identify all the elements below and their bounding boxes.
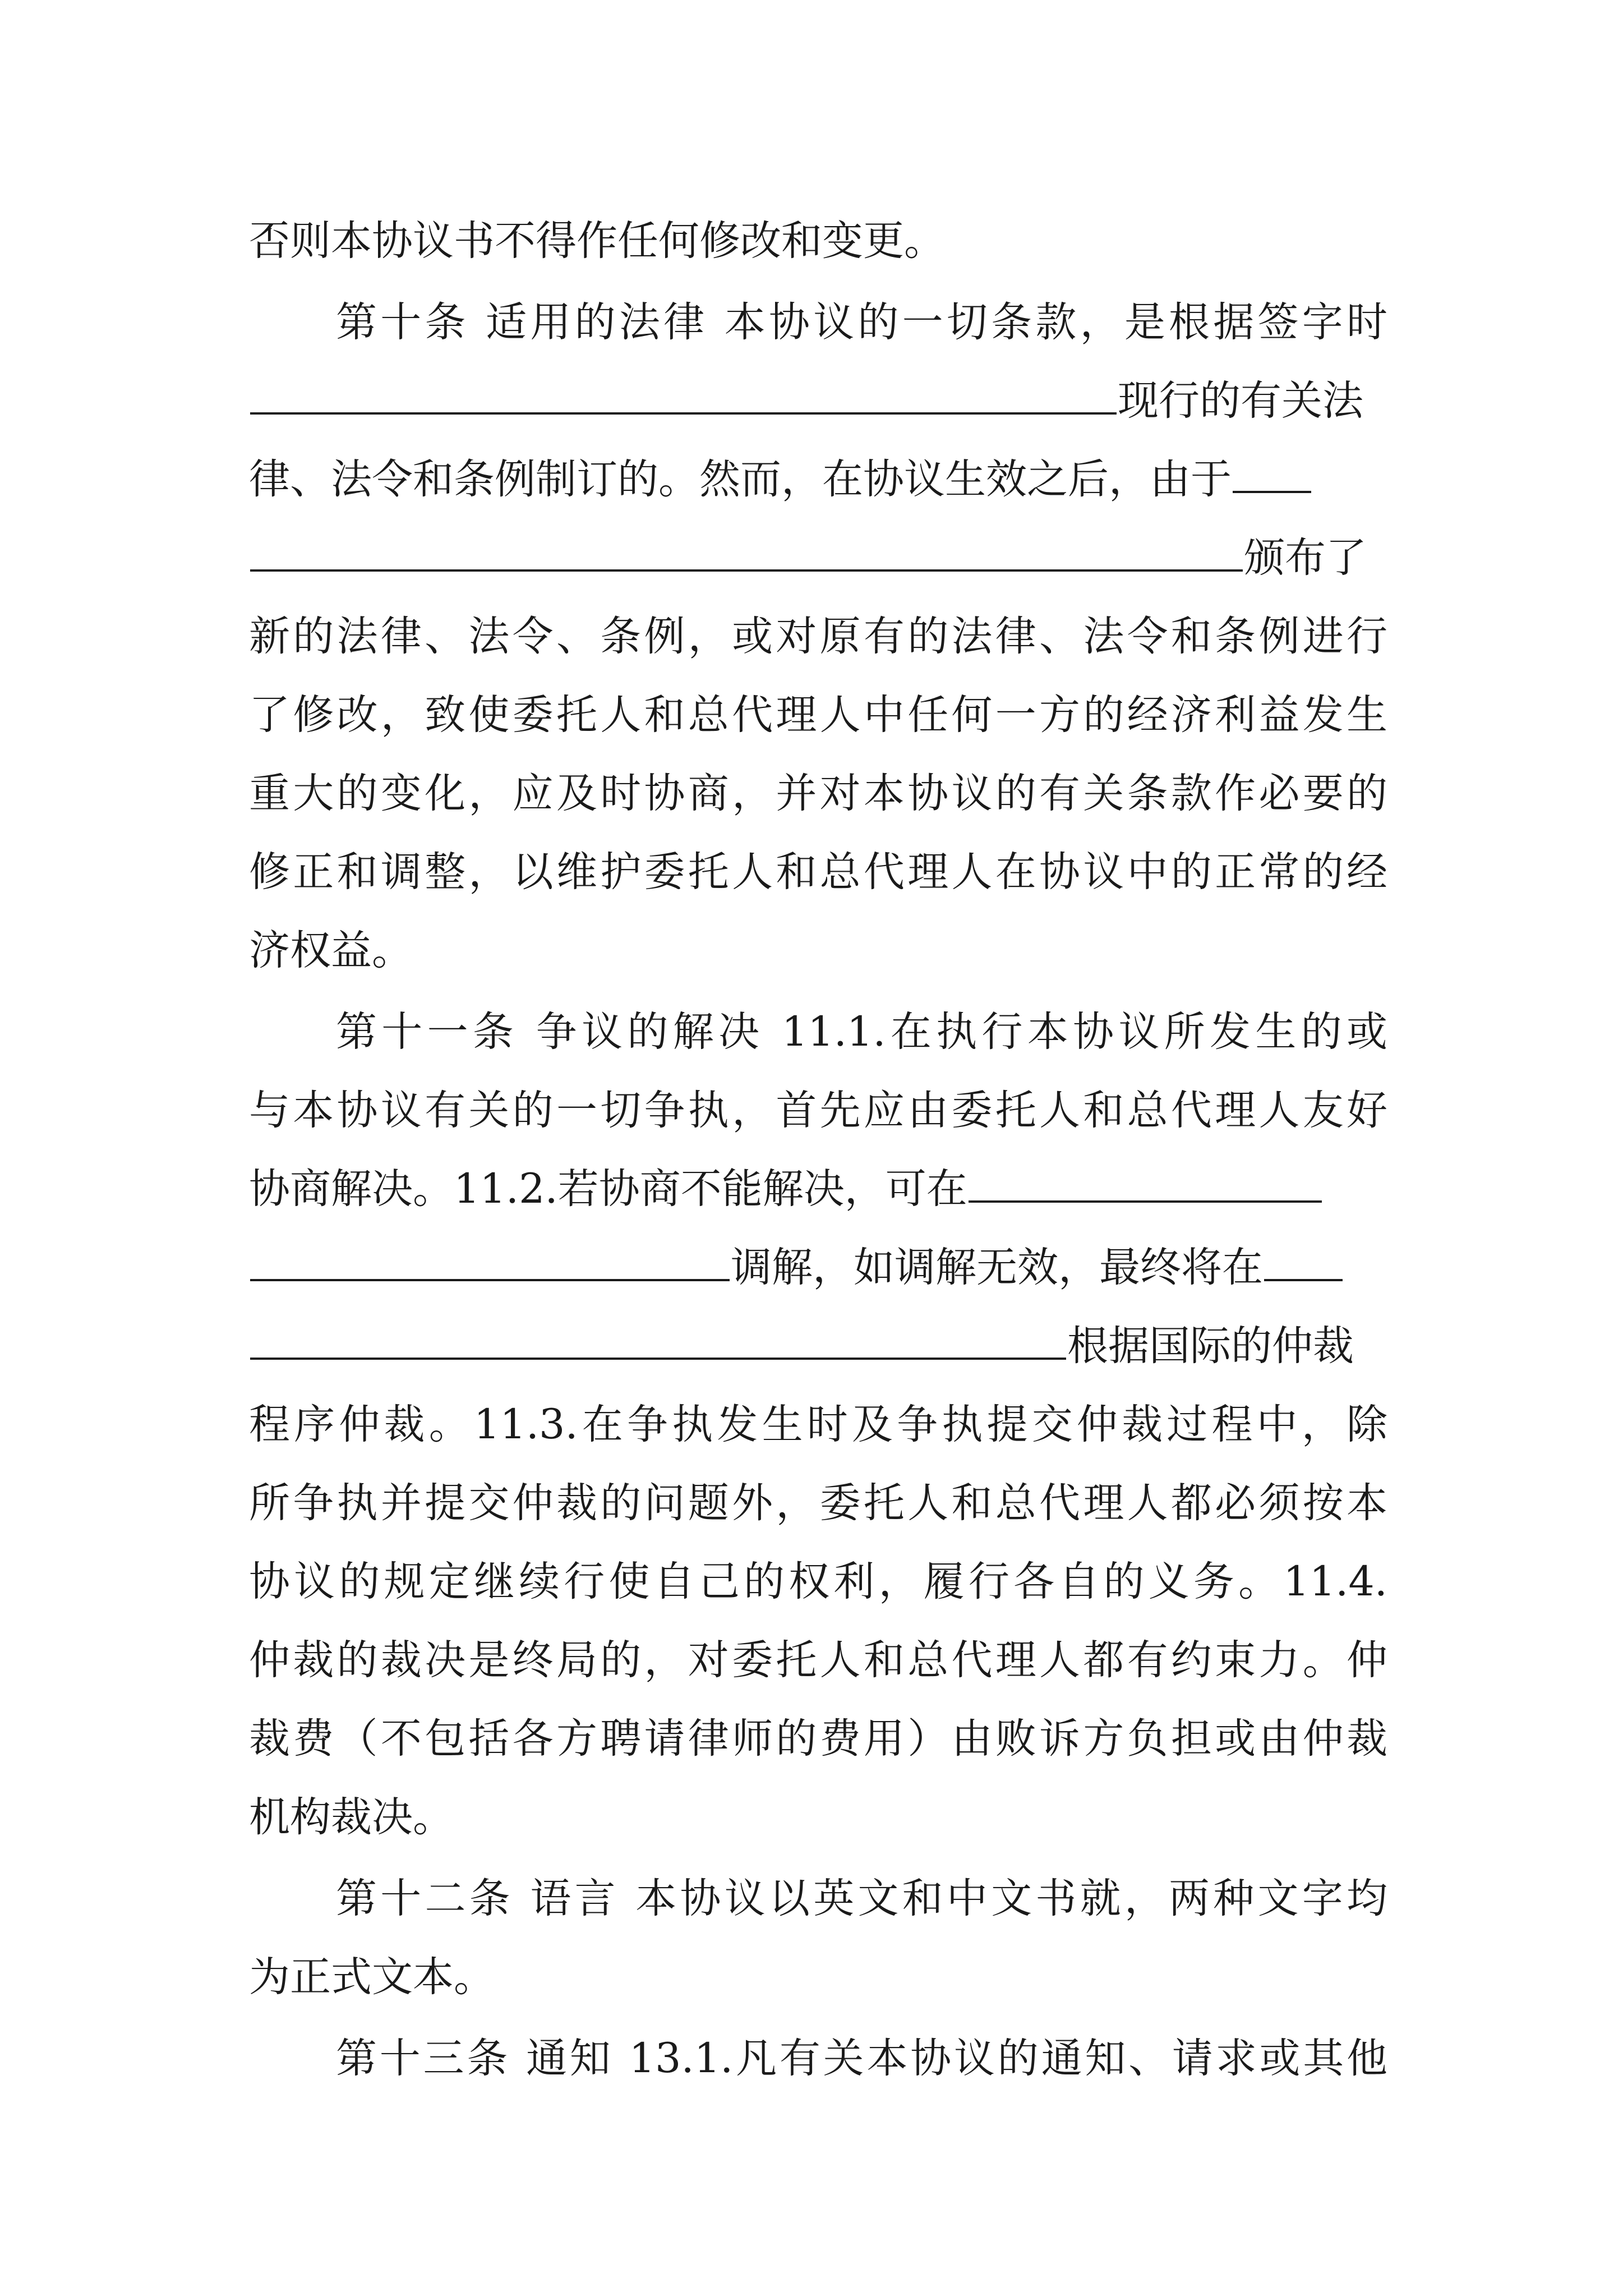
text-run: 第十一条 争议的解决 11.1.在执行本协议所发生的或	[336, 1008, 1387, 1056]
text-line	[249, 1935, 1387, 2019]
text-line	[249, 1069, 1387, 1153]
clause-10-heading	[336, 280, 1387, 365]
text-run: 第十三条 通知 13.1.凡有关本协议的通知、请求或其他	[336, 2035, 1387, 2082]
text-run: 仲裁的裁决是终局的，对委托人和总代理人都有约束力。仲	[249, 1636, 1387, 1684]
text-run: 机构裁决。	[249, 1793, 454, 1841]
text-line-with-blank	[249, 438, 1387, 522]
text-run: 为正式文本。	[249, 1953, 495, 2001]
text-line-with-blank	[249, 1304, 1387, 1388]
text-run: 济权益。	[249, 927, 413, 974]
fill-in-blank[interactable]	[1264, 1227, 1343, 1281]
text-run: 新的法律、法令、条例，或对原有的法律、法令和条例进行	[249, 613, 1387, 660]
fill-in-blank[interactable]	[250, 1306, 1066, 1360]
text-run: 第十二条 语言 本协议以英文和中文书就，两种文字均	[336, 1875, 1387, 1922]
text-run: 协议的规定继续行使自己的权利，履行各自的义务。11.4.	[249, 1558, 1387, 1605]
clause-12-heading	[336, 1857, 1387, 1941]
fill-in-blank[interactable]	[250, 1227, 730, 1281]
text-run: 否则本协议书不得作任何修改和变更。	[249, 217, 945, 265]
text-run: 程序仲裁。11.3.在争执发生时及争执提交仲裁过程中，除	[249, 1401, 1387, 1448]
clause-11-heading	[336, 990, 1387, 1074]
fill-in-blank[interactable]	[1233, 439, 1311, 493]
text-line	[249, 1618, 1387, 1703]
text-run: 所争执并提交仲裁的问题外，委托人和总代理人都必须按本	[249, 1479, 1387, 1527]
text-line	[249, 1383, 1387, 1467]
text-run: 颁布了	[1244, 534, 1367, 582]
text-run: 现行的有关法	[1118, 377, 1363, 425]
text-run: 律、法令和条例制订的。然而，在协议生效之后，由于	[249, 455, 1232, 503]
text-line-with-blank	[249, 1226, 1387, 1310]
text-line	[249, 595, 1387, 679]
text-run: 修正和调整，以维护委托人和总代理人在协议中的正常的经	[249, 848, 1387, 896]
text-run: 了修改，致使委托人和总代理人中任何一方的经济利益发生	[249, 691, 1387, 739]
text-run: 根据国际的仲裁	[1067, 1322, 1354, 1370]
text-run: 调解，如调解无效，最终将在	[731, 1244, 1263, 1291]
clause-13-heading	[336, 2017, 1387, 2101]
text-run: 协商解决。11.2.若协商不能解决，可在	[249, 1165, 967, 1213]
text-line	[249, 1775, 1387, 1860]
text-line	[249, 909, 1387, 993]
text-line	[249, 830, 1387, 914]
text-line	[249, 1461, 1387, 1545]
text-run: 裁费（不包括各方聘请律师的费用）由败诉方负担或由仲裁	[249, 1715, 1387, 1763]
text-line-with-blank	[249, 1147, 1387, 1231]
text-run: 第十条 适用的法律 本协议的一切条款，是根据签字时	[336, 298, 1387, 346]
text-line	[249, 752, 1387, 836]
text-run: 与本协议有关的一切争执，首先应由委托人和总代理人友好	[249, 1087, 1387, 1134]
text-line-with-blank	[249, 516, 1387, 600]
fill-in-blank[interactable]	[250, 361, 1117, 415]
fill-in-blank[interactable]	[969, 1149, 1322, 1203]
text-line	[249, 673, 1387, 757]
text-line	[249, 1540, 1387, 1624]
text-run: 重大的变化，应及时协商，并对本协议的有关条款作必要的	[249, 770, 1387, 817]
fill-in-blank[interactable]	[250, 518, 1243, 572]
text-line	[249, 199, 1387, 283]
text-line-with-blank	[249, 359, 1387, 443]
text-line	[249, 1697, 1387, 1781]
